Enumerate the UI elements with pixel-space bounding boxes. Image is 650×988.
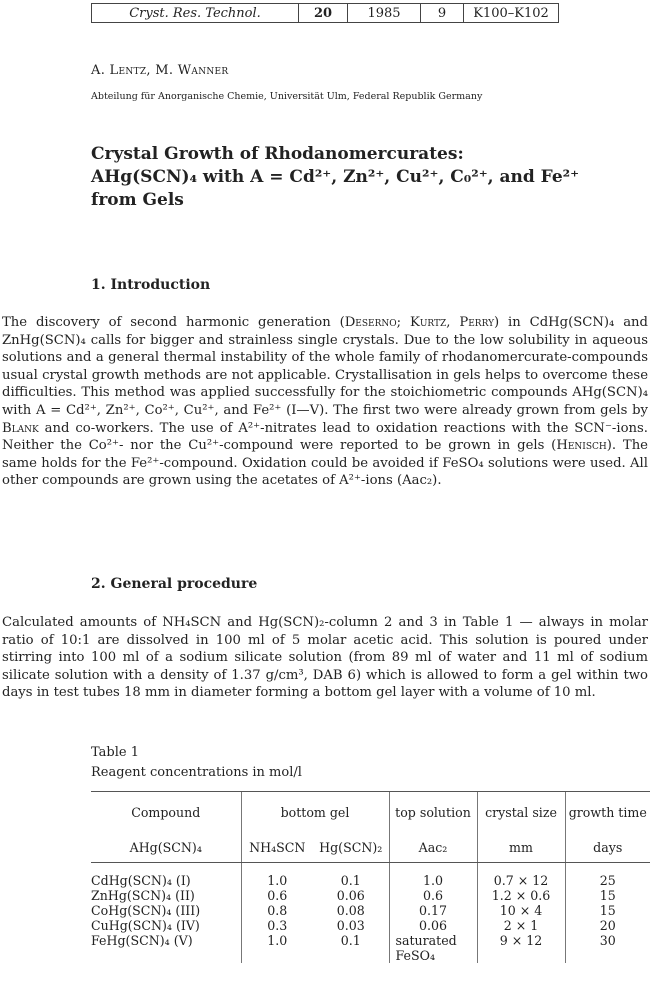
authors: A. Lentz, M. Wanner <box>91 63 229 78</box>
intro-text: ; <box>396 315 410 330</box>
header-crystal-size: crystal size <box>477 792 565 833</box>
intro-text: ). The same holds for the Fe²⁺-compound. Oxidation could be avoided if FeSO₄ solutions were used. All other compounds are grown using the acetates of A²⁺-ions (Aac₂). <box>2 438 648 489</box>
cell-time: 30 <box>565 933 650 963</box>
cell-top: saturated FeSO₄ <box>389 933 477 963</box>
intro-text: , <box>446 315 460 330</box>
cell-nh4scn: 1.0 <box>241 873 313 888</box>
title-line-2: AHg(SCN)₄ with A = Cd²⁺, Zn²⁺, Cu²⁺, C₀²⁺, and Fe²⁺ <box>91 167 580 187</box>
table-row <box>91 918 650 933</box>
table-row <box>91 873 650 888</box>
journal-citation-box <box>91 3 559 23</box>
paper-title <box>91 143 631 212</box>
cell-compound: CdHg(SCN)₄ (I) <box>91 873 191 888</box>
cell-size: 1.2 × 0.6 <box>477 888 565 903</box>
cell-time: 20 <box>565 918 650 933</box>
citation-name: Perry <box>459 315 495 330</box>
title-line-1: Crystal Growth of Rhodanomercurates: <box>91 144 464 164</box>
citation-name: Blank <box>2 420 39 436</box>
header-formula: AHg(SCN)₄ <box>91 832 241 863</box>
header-top-solution: top solution <box>389 792 477 833</box>
table-row <box>91 903 650 918</box>
cell-compound: CoHg(SCN)₄ (III) <box>91 903 201 918</box>
cell-size: 0.7 × 12 <box>477 873 565 888</box>
title-line-3: from Gels <box>91 190 184 210</box>
cell-nh4scn: 0.8 <box>241 903 313 918</box>
cell-nh4scn: 1.0 <box>241 933 313 963</box>
header-mm: mm <box>477 832 565 863</box>
table-row <box>91 933 650 963</box>
affiliation: Abteilung für Anorganische Chemie, Universität Ulm, Federal Republik Germany <box>91 91 483 102</box>
header-hgscn2: Hg(SCN)₂ <box>313 832 389 863</box>
journal-name: Cryst. Res. Technol. <box>92 4 299 22</box>
intro-text: The discovery of second harmonic generation ( <box>2 315 345 330</box>
cell-nh4scn: 0.6 <box>241 888 313 903</box>
table-subheader-row <box>91 832 650 863</box>
table-row <box>91 888 650 903</box>
intro-text: and co-workers. The use of A²⁺-nitrates lead to oxidation reactions with the SCN⁻-ions. Neither the Co²⁺- nor the Cu²⁺-compound were reported to be grown in gels ( <box>2 420 648 454</box>
cell-top: 0.17 <box>389 903 477 918</box>
intro-text: ) in CdHg(SCN)₄ and ZnHg(SCN)₄ calls for bigger and strainless single crystals. Due to the low solubility in aqueous solutions and a general thermal instability of the whole family of rhodanomercurate-compounds usual crystal growth methods are not applicable. Crystallisation in gels helps to overcome these difficulties. This method was applied successfully for the stoichiometric compounds AHg(SCN)₄ with A = Cd²⁺, Zn²⁺, Co²⁺, Cu²⁺, and Fe²⁺ (I—V). The first two were already grown from gels by <box>2 315 648 418</box>
section-heading-general-procedure: 2. General procedure <box>91 576 258 592</box>
cell-time: 15 <box>565 888 650 903</box>
journal-pages: K100–K102 <box>473 5 549 21</box>
header-bottom-gel: bottom gel <box>241 792 389 833</box>
cell-compound: CuHg(SCN)₄ (IV) <box>91 918 200 933</box>
cell-size: 10 × 4 <box>477 903 565 918</box>
procedure-paragraph: Calculated amounts of NH₄SCN and Hg(SCN)₂-column 2 and 3 in Table 1 — always in molar ratio of 10:1 are dissolved in 100 ml of 5 molar acetic acid. This solution is poured under stirring into 100 ml of a sodium silicate solution (from 89 ml of water and 11 ml of sodium silicate solution with a density of 1.37 g/cm³, DAB 6) which is allowed to form a gel within two days in test tubes 18 mm in diameter forming a bottom gel layer with a volume of 10 ml. <box>2 615 648 701</box>
cell-compound: ZnHg(SCN)₄ (II) <box>91 888 195 903</box>
header-compound: Compound <box>91 792 241 833</box>
header-aac2: Aac₂ <box>389 832 477 863</box>
table-caption: Reagent concentrations in mol/l <box>91 765 302 780</box>
table-header-row <box>91 792 650 833</box>
cell-hgscn: 0.1 <box>340 933 361 948</box>
header-growth-time: growth time <box>565 792 650 833</box>
cell-top: 0.6 <box>389 888 477 903</box>
cell-hgscn: 0.08 <box>336 903 365 918</box>
journal-issue: 9 <box>421 4 464 22</box>
introduction-paragraph <box>2 314 648 490</box>
cell-size: 9 × 12 <box>477 933 565 963</box>
header-days: days <box>565 832 650 863</box>
cell-hgscn: 0.1 <box>340 873 361 888</box>
cell-nh4scn: 0.3 <box>241 918 313 933</box>
header-nh4scn: NH₄SCN <box>241 832 313 863</box>
cell-time: 25 <box>565 873 650 888</box>
journal-year: 1985 <box>348 4 421 22</box>
cell-top: 0.06 <box>389 918 477 933</box>
cell-compound: FeHg(SCN)₄ (V) <box>91 933 193 948</box>
cell-top: 1.0 <box>389 873 477 888</box>
cell-size: 2 × 1 <box>477 918 565 933</box>
citation-name: Deserno <box>344 315 397 330</box>
section-heading-introduction: 1. Introduction <box>91 277 211 293</box>
reagent-table <box>91 791 650 963</box>
journal-volume: 20 <box>299 4 348 22</box>
cell-time: 15 <box>565 903 650 918</box>
cell-hgscn: 0.06 <box>336 888 365 903</box>
cell-hgscn: 0.03 <box>336 918 365 933</box>
table-label: Table 1 <box>91 745 139 760</box>
citation-name: Kurtz <box>409 315 447 330</box>
citation-name: Henisch <box>556 438 607 454</box>
